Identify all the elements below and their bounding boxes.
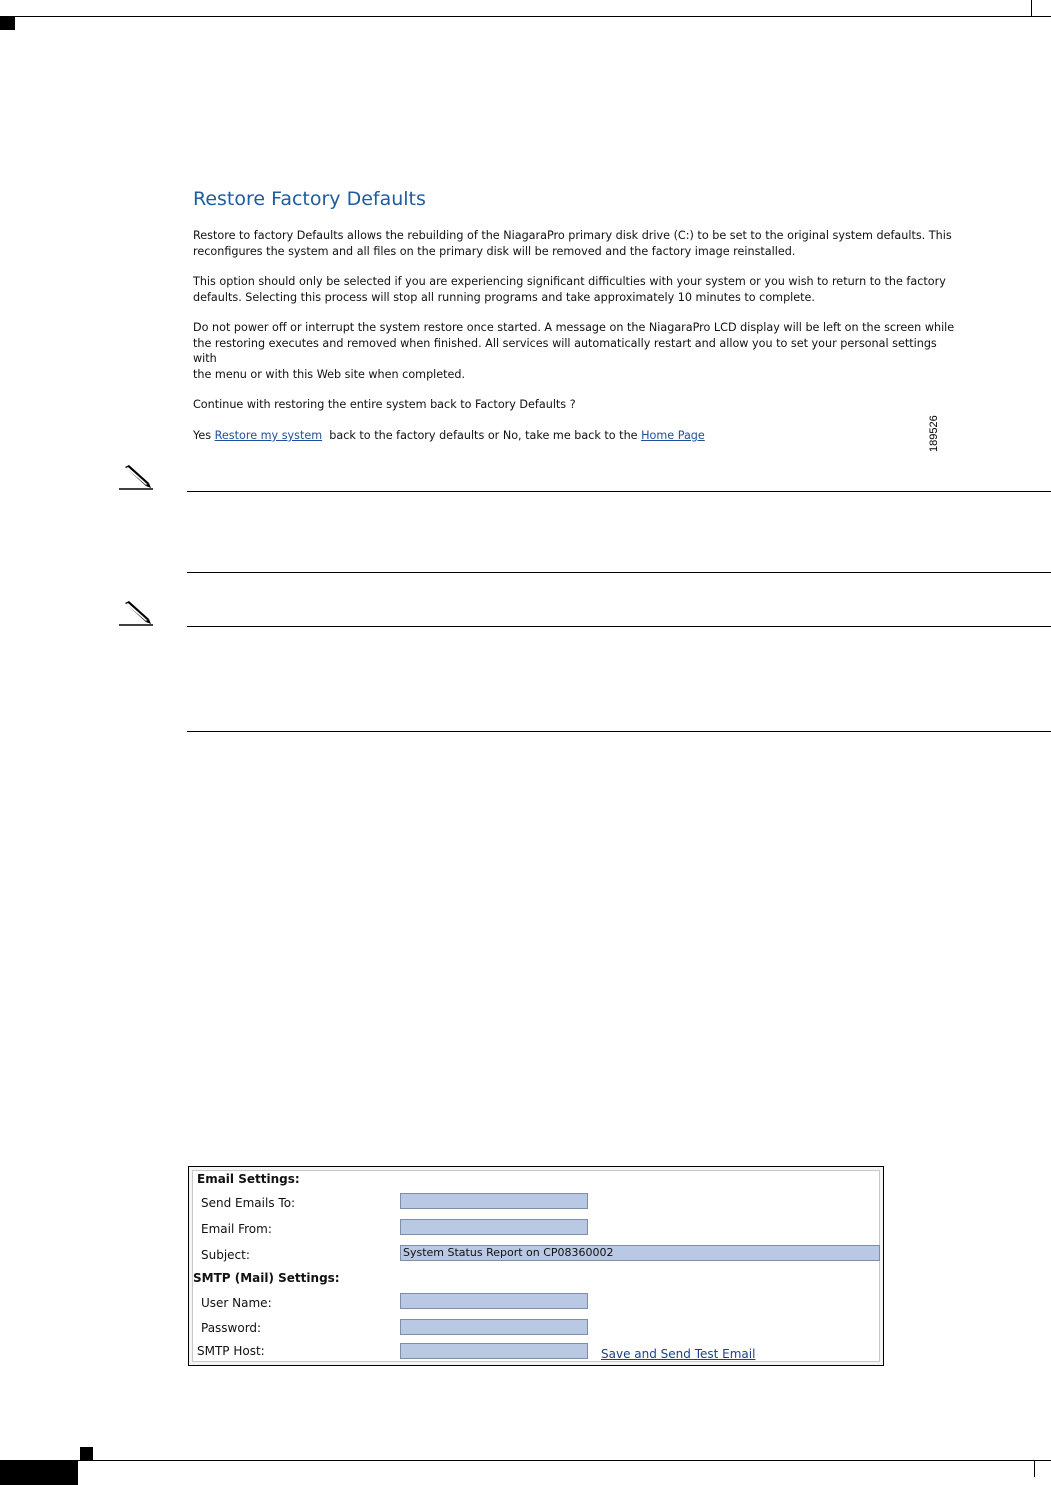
- paragraph-1-line-1: Restore to factory Defaults allows the rebuilding of the NiagaraPro primary disk drive (C:) to be set to the original system defaults. This: [193, 229, 952, 242]
- user-name-label: User Name:: [201, 1296, 272, 1310]
- figure-question: Continue with restoring the entire system back to Factory Defaults ?: [193, 398, 576, 411]
- smtp-settings-heading: SMTP (Mail) Settings:: [193, 1271, 340, 1285]
- user-name-input[interactable]: [400, 1293, 588, 1309]
- note-2-top-rule: [187, 626, 1051, 627]
- figure-id: 189526: [928, 415, 940, 452]
- email-settings-heading: Email Settings:: [197, 1172, 300, 1186]
- email-settings-panel-inner: [192, 1170, 880, 1362]
- figure-paragraph-2: [193, 274, 955, 305]
- figure-paragraph-1: [193, 228, 955, 259]
- note-1-top-rule: [187, 491, 1051, 492]
- footer-block: [0, 1461, 78, 1485]
- save-and-send-test-email-link[interactable]: Save and Send Test Email: [601, 1347, 756, 1361]
- header-rule: [0, 16, 1051, 17]
- note-2-bottom-rule: [187, 731, 1051, 732]
- paragraph-2-line-1: This option should only be selected if you are experiencing significant difficulties with your system or you wish to return to the factory: [193, 275, 946, 288]
- pencil-icon: [119, 600, 153, 626]
- figure-paragraph-3: [193, 320, 955, 382]
- header-marker: [0, 17, 15, 30]
- answer-middle: back to the factory defaults or No, take me back to the: [329, 429, 638, 442]
- paragraph-2-line-2: defaults. Selecting this process will stop all running programs and take approximately 10 minutes to complete.: [193, 290, 815, 304]
- answer-prefix: Yes: [193, 429, 212, 442]
- footer-tick: [1034, 1461, 1035, 1477]
- email-settings-panel: [188, 1166, 884, 1366]
- send-emails-to-input[interactable]: [400, 1193, 588, 1209]
- subject-input[interactable]: System Status Report on CP08360002: [400, 1245, 880, 1261]
- footer-marker: [80, 1447, 93, 1460]
- email-from-label: Email From:: [201, 1222, 272, 1236]
- footer-rule: [0, 1460, 1051, 1461]
- smtp-host-label: SMTP Host:: [197, 1344, 265, 1358]
- header-tick: [1031, 0, 1032, 17]
- paragraph-3-line-2: the restoring executes and removed when finished. All services will automatically restart and allow you to set your personal settings with: [193, 336, 937, 365]
- password-input[interactable]: [400, 1319, 588, 1335]
- send-emails-to-label: Send Emails To:: [201, 1196, 296, 1210]
- paragraph-3-line-3: the menu or with this Web site when completed.: [193, 367, 466, 381]
- pencil-icon: [119, 464, 153, 490]
- note-1-bottom-rule: [187, 572, 1051, 573]
- restore-my-system-link[interactable]: Restore my system: [214, 429, 323, 442]
- email-from-input[interactable]: [400, 1219, 588, 1235]
- paragraph-1-line-2: reconfigures the system and all files on the primary disk will be removed and the factory image reinstalled.: [193, 244, 796, 258]
- password-label: Password:: [201, 1321, 262, 1335]
- figure-title: Restore Factory Defaults: [193, 188, 426, 210]
- home-page-link[interactable]: Home Page: [641, 429, 705, 442]
- subject-label: Subject:: [201, 1248, 250, 1262]
- paragraph-3-line-1: Do not power off or interrupt the system restore once started. A message on the NiagaraPro LCD display will be left on the screen while: [193, 321, 955, 334]
- smtp-host-input[interactable]: [400, 1343, 588, 1359]
- figure-answer-line: [193, 428, 955, 444]
